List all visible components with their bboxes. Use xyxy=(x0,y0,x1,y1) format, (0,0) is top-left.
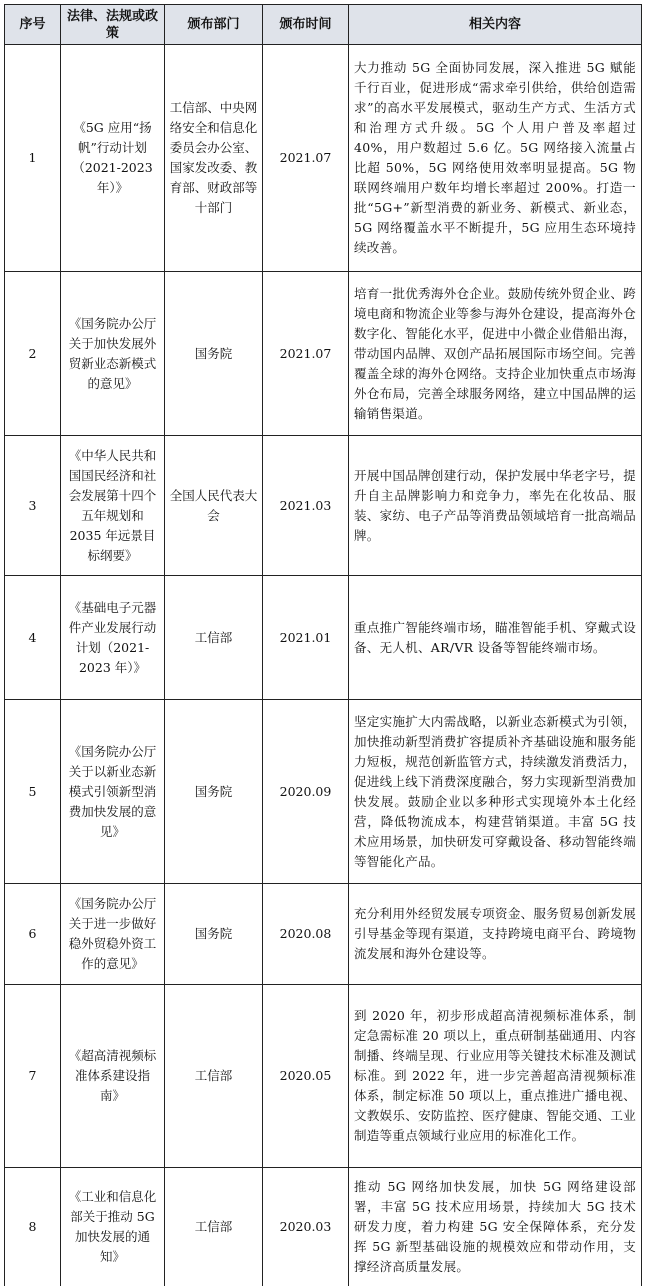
header-no: 序号 xyxy=(5,5,61,45)
row-date: 2020.05 xyxy=(263,985,349,1168)
header-date: 颁布时间 xyxy=(263,5,349,45)
table-row xyxy=(5,985,642,1168)
table-row xyxy=(5,272,642,436)
row-dept: 国务院 xyxy=(165,272,263,436)
row-law: 《工业和信息化部关于推动 5G 加快发展的通知》 xyxy=(61,1168,165,1286)
row-content: 重点推广智能终端市场，瞄准智能手机、穿戴式设备、无人机、AR/VR 设备等智能终端市场。 xyxy=(349,576,642,700)
row-dept: 工信部 xyxy=(165,985,263,1168)
row-dept: 工信部、中央网络安全和信息化委员会办公室、国家发改委、教育部、财政部等十部门 xyxy=(165,45,263,272)
policy-table xyxy=(4,4,642,1286)
table-header-row xyxy=(5,5,642,45)
row-date: 2020.08 xyxy=(263,884,349,985)
row-dept: 工信部 xyxy=(165,1168,263,1286)
row-law: 《国务院办公厅关于进一步做好稳外贸稳外资工作的意见》 xyxy=(61,884,165,985)
row-date: 2020.09 xyxy=(263,700,349,884)
row-law: 《5G 应用“扬帆”行动计划（2021-2023 年）》 xyxy=(61,45,165,272)
row-content: 大力推动 5G 全面协同发展，深入推进 5G 赋能千行百业，促进形成“需求牵引供给，供给创造需求”的高水平发展模式，驱动生产方式、生活方式和治理方式升级。5G 个人用户普及率超过 40%，用户数超过 5.6 亿。5G 网络接入流量占比超 50%，5G 网络使用效率明显提高。5G 物联网终端用户数年均增长率超过 200%。打造一批“5G+”新型消费的新业务、新模式、新业态，5G 网络覆盖水平不断提升，5G 应用生态环境持续改善。 xyxy=(349,45,642,272)
row-date: 2021.03 xyxy=(263,436,349,576)
row-content: 坚定实施扩大内需战略，以新业态新模式为引领，加快推动新型消费扩容提质补齐基础设施和服务能力短板，规范创新监管方式，持续激发消费活力，促进线上线下消费深度融合，努力实现新型消费加快发展。鼓励企业以多种形式实现境外本土化经营，降低物流成本，构建营销渠道。丰富 5G 技术应用场景，加快研发可穿戴设备、移动智能终端等智能化产品。 xyxy=(349,700,642,884)
row-date: 2021.07 xyxy=(263,272,349,436)
row-content: 培育一批优秀海外仓企业。鼓励传统外贸企业、跨境电商和物流企业等参与海外仓建设，提高海外仓数字化、智能化水平，促进中小微企业借船出海，带动国内品牌、双创产品拓展国际市场空间。完善覆盖全球的海外仓网络。支持企业加快重点市场海外仓布局，完善全球服务网络，建立中国品牌的运输销售渠道。 xyxy=(349,272,642,436)
header-law: 法律、法规或政策 xyxy=(61,5,165,45)
table-row xyxy=(5,1168,642,1286)
row-no: 3 xyxy=(5,436,61,576)
table-row xyxy=(5,45,642,272)
row-no: 4 xyxy=(5,576,61,700)
row-date: 2020.03 xyxy=(263,1168,349,1286)
row-dept: 国务院 xyxy=(165,884,263,985)
row-law: 《国务院办公厅关于加快发展外贸新业态新模式的意见》 xyxy=(61,272,165,436)
row-dept: 全国人民代表大会 xyxy=(165,436,263,576)
row-no: 1 xyxy=(5,45,61,272)
table-row xyxy=(5,700,642,884)
row-law: 《基础电子元器件产业发展行动计划（2021-2023 年）》 xyxy=(61,576,165,700)
table-row xyxy=(5,576,642,700)
row-dept: 国务院 xyxy=(165,700,263,884)
header-dept: 颁布部门 xyxy=(165,5,263,45)
row-law: 《中华人民共和国国民经济和社会发展第十四个五年规划和 2035 年远景目标纲要》 xyxy=(61,436,165,576)
header-content: 相关内容 xyxy=(349,5,642,45)
row-law: 《国务院办公厅关于以新业态新模式引领新型消费加快发展的意见》 xyxy=(61,700,165,884)
row-no: 2 xyxy=(5,272,61,436)
row-no: 8 xyxy=(5,1168,61,1286)
row-date: 2021.07 xyxy=(263,45,349,272)
row-content: 推动 5G 网络加快发展，加快 5G 网络建设部署，丰富 5G 技术应用场景，持续加大 5G 技术研发力度，着力构建 5G 安全保障体系，充分发挥 5G 新型基础设施的规模效应和带动作用，支撑经济高质量发展。 xyxy=(349,1168,642,1286)
table-row xyxy=(5,436,642,576)
row-law: 《超高清视频标准体系建设指南》 xyxy=(61,985,165,1168)
row-no: 5 xyxy=(5,700,61,884)
row-date: 2021.01 xyxy=(263,576,349,700)
row-content: 到 2020 年，初步形成超高清视频标准体系，制定急需标准 20 项以上，重点研制基础通用、内容制播、终端呈现、行业应用等关键技术标准及测试标准。到 2022 年，进一步完善超高清视频标准体系，制定标准 50 项以上，重点推进广播电视、文教娱乐、安防监控、医疗健康、智能交通、工业制造等重点领域行业应用的标准化工作。 xyxy=(349,985,642,1168)
table-row xyxy=(5,884,642,985)
row-dept: 工信部 xyxy=(165,576,263,700)
row-content: 充分利用外经贸发展专项资金、服务贸易创新发展引导基金等现有渠道，支持跨境电商平台、跨境物流发展和海外仓建设等。 xyxy=(349,884,642,985)
row-content: 开展中国品牌创建行动，保护发展中华老字号，提升自主品牌影响力和竞争力，率先在化妆品、服装、家纺、电子产品等消费品领域培育一批高端品牌。 xyxy=(349,436,642,576)
row-no: 6 xyxy=(5,884,61,985)
row-no: 7 xyxy=(5,985,61,1168)
